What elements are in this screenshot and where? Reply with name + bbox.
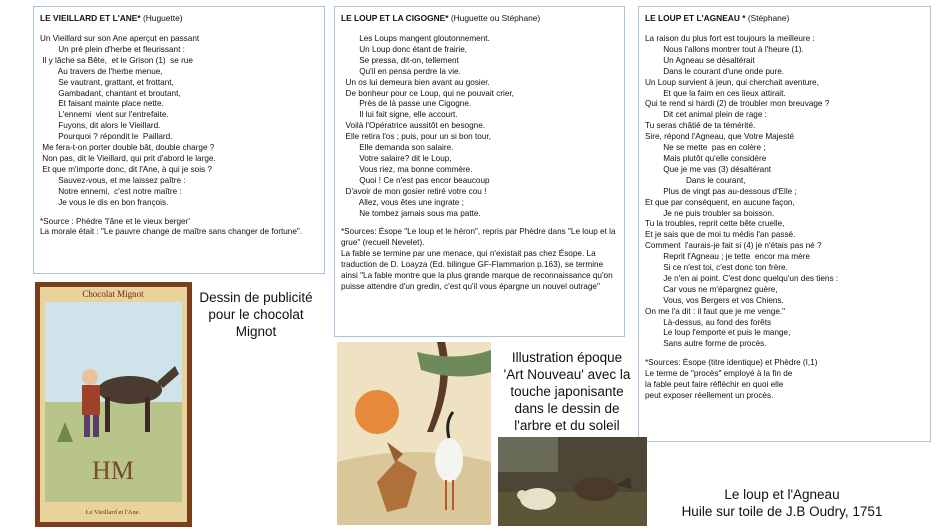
verse-line: Fuyons, dit alors le Vieillard.: [40, 121, 161, 131]
verse-line: Ne tombez jamais sous ma patte.: [341, 208, 481, 218]
source-line: la fable peut faire réfléchir en quoi elle: [645, 380, 784, 390]
verse-line: Elle demanda son salaire.: [341, 143, 454, 153]
caption-line: Le loup et l'Agneau: [724, 487, 840, 502]
fable-sources: *Sources: Ésope "Le loup et le héron", repris par Phèdre dans "Le loup et la grue" (recueil Nevelet).: [341, 227, 616, 248]
verse-line: Car vous ne m'épargnez guère,: [645, 284, 778, 294]
verse-line: Mais plutôt qu'elle considère: [645, 153, 767, 163]
source-line: peut exposer réellement un procès.: [645, 391, 774, 400]
verse-line: Ne se mette pas en colère ;: [645, 143, 766, 153]
verse-line: Près de là passe une Cigogne.: [341, 99, 472, 109]
fable-moral: La morale était : "Le pauvre change de maître sans changer de fortune".: [40, 227, 303, 237]
verse-line: Un Loup donc étant de frairie,: [341, 44, 468, 54]
verse-line: Je ne puis troubler sa boisson.: [645, 208, 775, 218]
verse-line: Il y lâche sa Bête, et le Grison (1) se rue: [40, 55, 193, 65]
verse-line: Et je sais que de moi tu médis l'an passé.: [645, 230, 796, 240]
fable-title: LE VIEILLARD ET L'ANE* (Huguette): [40, 13, 183, 23]
fable-loup-agneau: [638, 6, 931, 442]
verse-line: Dans le courant d'une onde pure.: [645, 66, 785, 76]
verse-line: Tu seras châtié de ta témérité.: [645, 121, 756, 131]
verse-line: La raison du plus fort est toujours la meilleure :: [645, 34, 815, 43]
verse-line: Gambadant, chantant et broutant,: [40, 88, 181, 98]
verse-line: Que je me vas (3) désaltérant: [645, 164, 772, 174]
caption-line: touche japonisante: [510, 384, 624, 399]
verse-line: L'ennemi vient sur l'entrefaite.: [40, 110, 169, 120]
verse-line: Comment l'aurais-je fait si (4) je n'étais pas né ?: [645, 241, 822, 251]
fable-verses: [341, 34, 618, 219]
verse-line: Sire, répond l'Agneau, que Votre Majesté: [645, 132, 795, 142]
verse-line: Si ce n'est toi, c'est donc ton frère.: [645, 263, 788, 273]
verse-line: Il lui fait signe, elle accourt.: [341, 110, 458, 120]
caption-line: Illustration époque: [511, 350, 623, 365]
verse-line: Un Loup survient à jeun, qui cherchait aventure,: [645, 77, 819, 87]
verse-line: De bonheur pour ce Loup, qui ne pouvait crier,: [341, 88, 514, 98]
verse-line: Les Loups mangent gloutonnement.: [341, 34, 490, 43]
verse-line: Plus de vingt pas au-dessous d'Elle ;: [645, 186, 797, 196]
caption-line: 'Art Nouveau' avec la: [503, 367, 631, 382]
caption-line: dans le dessin de: [514, 401, 620, 416]
verse-line: Vous, vos Bergers et vos Chiens.: [645, 295, 784, 305]
mignot-card-illustration: [35, 282, 192, 527]
source-line: *Sources: Ésope (titre identique) et Phèdre (I,1): [645, 358, 818, 368]
mignot-card-image: [35, 282, 192, 527]
source-line: Le terme de "procès" employé à la fin de: [645, 369, 793, 379]
oudry-painting-image: [498, 437, 647, 526]
card-subtitle: Le Vieillard et l'Ane.: [85, 509, 141, 516]
verse-line: Se vautrant, grattant, et frottant,: [40, 77, 174, 87]
verse-line: Je vous le dis en bon françois.: [40, 197, 169, 207]
fable-verses: [40, 34, 318, 209]
verse-line: Au travers de l'herbe menue,: [40, 66, 163, 76]
art-nouveau-illustration: [337, 342, 491, 525]
mignot-caption: [196, 289, 316, 340]
verse-line: Un os lui demeura bien avant au gosier.: [341, 77, 490, 87]
caption-line: Dessin de publicité: [199, 290, 313, 305]
verse-line: On me l'a dit : il faut que je me venge.": [645, 306, 786, 316]
verse-line: Qui te rend si hardi (2) de troubler mon breuvage ?: [645, 99, 830, 109]
verse-line: Notre ennemi, c'est notre maître :: [40, 186, 182, 196]
verse-line: Sauvez-vous, et me laissez paître :: [40, 175, 186, 185]
verse-line: Sans autre forme de procès.: [645, 339, 767, 349]
fable-vieillard-ane: [33, 6, 325, 274]
caption-line: Huile sur toile de J.B Oudry, 1751: [681, 504, 883, 519]
verse-line: Elle retira l'os ; puis, pour un si bon tour,: [341, 132, 491, 142]
fable-title: LE LOUP ET L'AGNEAU * (Stéphane): [645, 13, 790, 23]
card-monogram: HM: [92, 456, 134, 485]
verse-line: Nous l'allons montrer tout à l'heure (1).: [645, 44, 804, 54]
verse-line: Et que m'importe donc, dit l'Ane, à qui je sois ?: [40, 164, 212, 174]
art-nouveau-image: [337, 342, 491, 525]
verse-line: Non pas, dit le Vieillard, qui prit d'abord le large.: [40, 153, 216, 163]
card-brand: Chocolat Mignot: [82, 289, 144, 299]
verse-line: Tu la troubles, reprit cette bête cruelle,: [645, 219, 785, 229]
verse-line: Un Agneau se désaltérait: [645, 55, 755, 65]
verse-line: Le loup l'emporte et puis le mange,: [645, 328, 791, 338]
verse-line: Quoi ! Ce n'est pas encor beaucoup: [341, 175, 490, 185]
fable-loup-cigogne: [334, 6, 625, 337]
oudry-caption: [662, 486, 902, 520]
verse-line: Là-dessus, au fond des forêts: [645, 317, 772, 327]
verse-line: Qu'il en pensa perdre la vie.: [341, 66, 461, 76]
fable-note: La fable se termine par une menace, qui n'existait pas chez Ésope. La traduction de D. Loayza (Ed. bilingue GF-Flammarion p.163), se termine ainsi "La fable montre que la plus grande marque de reconnaissance qu'on puisse attendre d'un gredin, c'est qu'il vous épargne un nouvel outrage": [341, 249, 613, 291]
caption-line: l'arbre et du soleil: [514, 418, 620, 433]
fable-title: LE LOUP ET LA CIGOGNE* (Huguette ou Stéphane): [341, 13, 541, 23]
verse-line: Voilà l'Opératrice aussitôt en besogne.: [341, 121, 486, 131]
caption-line: pour le chocolat: [208, 307, 304, 322]
fable-verses: [645, 34, 924, 350]
verse-line: Vous riez, ma bonne commère.: [341, 164, 473, 174]
verse-line: Me fera-t-on porter double bât, double charge ?: [40, 143, 215, 153]
verse-line: Et faisant mainte place nette.: [40, 99, 164, 109]
verse-line: Pourquoi ? répondit le Paillard.: [40, 132, 173, 142]
caption-line: Mignot: [235, 324, 277, 339]
verse-line: Et que la faim en ces lieux attirait.: [645, 88, 786, 98]
verse-line: Se pressa, dit-on, tellement: [341, 55, 459, 65]
verse-line: Allez, vous êtes une ingrate ;: [341, 197, 464, 207]
verse-line: Un pré plein d'herbe et fleurissant :: [40, 44, 185, 54]
fable-sources: [645, 358, 924, 402]
verse-line: Dans le courant,: [645, 175, 746, 185]
verse-line: Reprit l'Agneau ; je tette encor ma mère: [645, 252, 810, 262]
verse-line: Et que par conséquent, en aucune façon,: [645, 197, 795, 207]
verse-line: Votre salaire? dit le Loup,: [341, 153, 452, 163]
verse-line: D'avoir de mon gosier retiré votre cou !: [341, 186, 487, 196]
verse-line: Dit cet animal plein de rage :: [645, 110, 767, 120]
verse-line: Je n'en ai point. C'est donc quelqu'un des tiens :: [645, 273, 839, 283]
fable-source: *Source : Phèdre 'l'âne et le vieux berger': [40, 216, 190, 226]
art-nouveau-caption: [497, 349, 637, 434]
verse-line: Un Vieillard sur son Ane aperçut en passant: [40, 34, 200, 43]
oudry-painting-illustration: [498, 437, 647, 526]
